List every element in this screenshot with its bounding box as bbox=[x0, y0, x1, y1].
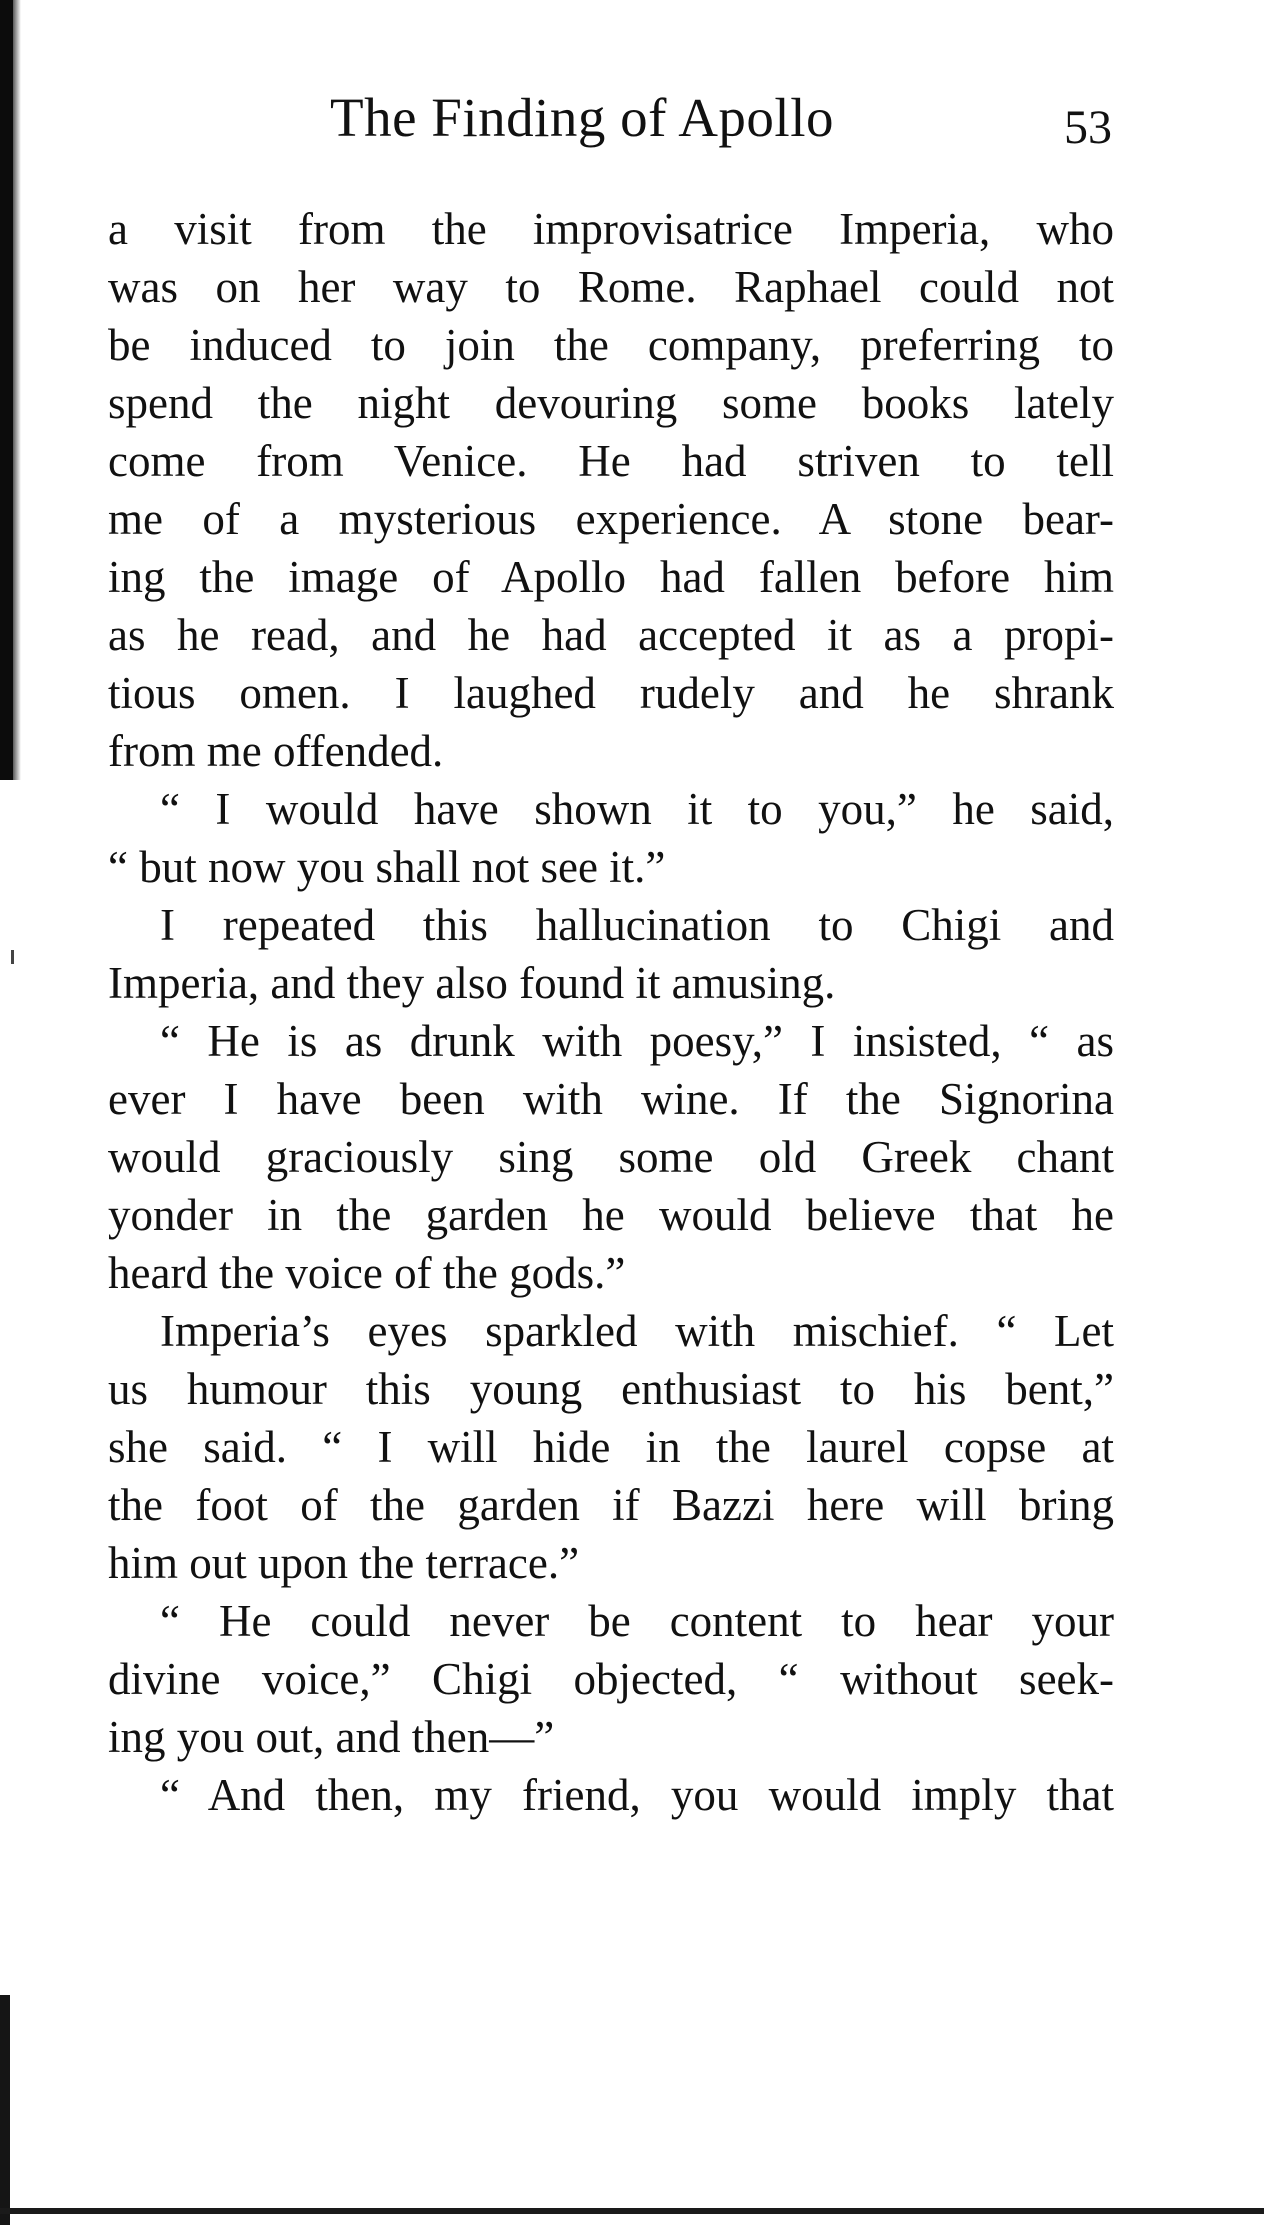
text-line: yonder in the garden he would believe that he bbox=[108, 1190, 1114, 1240]
text-line: ing you out, and then—” bbox=[108, 1712, 555, 1762]
body-text bbox=[108, 200, 1114, 1824]
text-line: ever I have been with wine. If the Signorina bbox=[108, 1074, 1114, 1124]
text-line: “ I would have shown it to you,” he said, bbox=[160, 784, 1114, 834]
text-line: Imperia’s eyes sparkled with mischief. “ Let bbox=[160, 1306, 1114, 1356]
text-line: would graciously sing some old Greek chant bbox=[108, 1132, 1114, 1182]
text-line: be induced to join the company, preferring to bbox=[108, 320, 1114, 370]
scan-speck bbox=[11, 950, 14, 964]
text-line: was on her way to Rome. Raphael could not bbox=[108, 262, 1114, 312]
text-line: as he read, and he had accepted it as a propi- bbox=[108, 610, 1114, 660]
text-line: come from Venice. He had striven to tell bbox=[108, 436, 1114, 486]
text-line: me of a mysterious experience. A stone bear- bbox=[108, 494, 1114, 544]
scan-binding-shadow-bottom bbox=[0, 1995, 10, 2225]
text-line: him out upon the terrace.” bbox=[108, 1538, 580, 1588]
text-line: us humour this young enthusiast to his bent,” bbox=[108, 1364, 1114, 1414]
text-line: divine voice,” Chigi objected, “ without seek- bbox=[108, 1654, 1114, 1704]
text-line: tious omen. I laughed rudely and he shrank bbox=[108, 668, 1114, 718]
text-line: from me offended. bbox=[108, 726, 444, 776]
text-line: “ but now you shall not see it.” bbox=[108, 842, 666, 892]
text-line: a visit from the improvisatrice Imperia, who bbox=[108, 204, 1114, 254]
text-line: “ He is as drunk with poesy,” I insisted, “ as bbox=[160, 1016, 1114, 1066]
text-line: I repeated this hallucination to Chigi and bbox=[160, 900, 1114, 950]
text-line: the foot of the garden if Bazzi here will bring bbox=[108, 1480, 1114, 1530]
text-line: spend the night devouring some books lately bbox=[108, 378, 1114, 428]
scan-bottom-edge bbox=[0, 2208, 1264, 2214]
text-line: she said. “ I will hide in the laurel copse at bbox=[108, 1422, 1114, 1472]
running-head: The Finding of Apollo bbox=[330, 87, 834, 148]
text-line: “ And then, my friend, you would imply that bbox=[160, 1770, 1114, 1820]
text-line: ing the image of Apollo had fallen before him bbox=[108, 552, 1114, 602]
text-line: “ He could never be content to hear your bbox=[160, 1596, 1114, 1646]
text-line: heard the voice of the gods.” bbox=[108, 1248, 626, 1298]
scan-binding-shadow-top bbox=[0, 0, 13, 780]
text-line: Imperia, and they also found it amusing. bbox=[108, 958, 836, 1008]
page-number: 53 bbox=[1064, 101, 1112, 154]
